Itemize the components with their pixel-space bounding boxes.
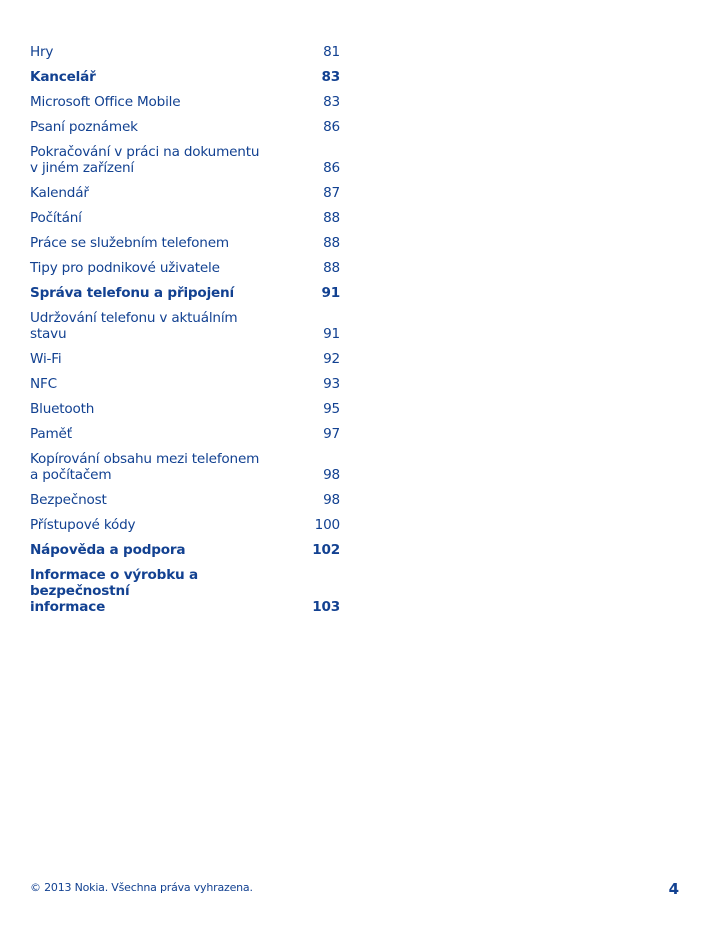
toc-entry-page: 86 [323, 159, 340, 176]
toc-entry[interactable] [30, 233, 340, 258]
toc-entry-title: Wi-Fi [30, 350, 62, 367]
toc-entry-page: 103 [312, 598, 340, 615]
toc-entry-page: 92 [323, 350, 340, 367]
toc-entry-title: Správa telefonu a připojení [30, 284, 234, 301]
toc-entry-title: NFC [30, 375, 57, 392]
toc-entry-page: 87 [323, 184, 340, 201]
toc-entry[interactable] [30, 515, 340, 540]
toc-entry[interactable] [30, 490, 340, 515]
toc-section-heading[interactable] [30, 540, 340, 565]
toc-entry-title: Microsoft Office Mobile [30, 93, 181, 110]
toc-entry-title: Bezpečnost [30, 491, 107, 508]
toc-entry-title: Informace o výrobku a bezpečnostní informace [30, 566, 199, 615]
toc-entry[interactable] [30, 208, 340, 233]
toc-entry-page: 88 [323, 259, 340, 276]
toc-section-heading[interactable] [30, 67, 340, 92]
toc-entry-title: Paměť [30, 425, 72, 442]
toc-entry-page: 91 [321, 284, 340, 301]
toc-entry[interactable] [30, 399, 340, 424]
toc-entry[interactable] [30, 142, 340, 183]
toc-entry-page: 86 [323, 118, 340, 135]
toc-entry-title: Nápověda a podpora [30, 541, 186, 558]
toc-entry-title: Počítání [30, 209, 82, 226]
toc-section-heading[interactable] [30, 565, 340, 622]
toc-entry-page: 83 [321, 68, 340, 85]
toc-entry-title: Psaní poznámek [30, 118, 138, 135]
table-of-contents [30, 42, 340, 622]
toc-entry-page: 88 [323, 234, 340, 251]
toc-entry[interactable] [30, 308, 340, 349]
toc-entry[interactable] [30, 92, 340, 117]
toc-entry-title: Kopírování obsahu mezi telefonem a počítačem [30, 450, 260, 483]
toc-entry-page: 98 [323, 491, 340, 508]
toc-entry-page: 102 [312, 541, 340, 558]
copyright-notice: © 2013 Nokia. Všechna práva vyhrazena. [30, 881, 253, 894]
toc-entry[interactable] [30, 183, 340, 208]
toc-entry-page: 100 [314, 516, 340, 533]
toc-entry-page: 95 [323, 400, 340, 417]
toc-entry[interactable] [30, 424, 340, 449]
toc-entry-title: Přístupové kódy [30, 516, 136, 533]
toc-entry-title: Hry [30, 43, 54, 60]
toc-entry[interactable] [30, 42, 340, 67]
toc-entry-page: 88 [323, 209, 340, 226]
toc-entry-page: 83 [323, 93, 340, 110]
page-number: 4 [668, 880, 679, 898]
toc-entry-title: Kancelář [30, 68, 96, 85]
toc-entry-page: 91 [323, 325, 340, 342]
toc-entry[interactable] [30, 449, 340, 490]
toc-entry[interactable] [30, 374, 340, 399]
toc-section-heading[interactable] [30, 283, 340, 308]
toc-entry-title: Práce se služebním telefonem [30, 234, 229, 251]
toc-entry-title: Pokračování v práci na dokumentu v jiném zařízení [30, 143, 260, 176]
toc-entry-title: Kalendář [30, 184, 89, 201]
toc-entry-title: Bluetooth [30, 400, 95, 417]
toc-entry-page: 98 [323, 466, 340, 483]
toc-entry[interactable] [30, 258, 340, 283]
toc-entry-title: Tipy pro podnikové uživatele [30, 259, 220, 276]
toc-entry[interactable] [30, 117, 340, 142]
toc-entry-title: Udržování telefonu v aktuálním stavu [30, 309, 238, 342]
toc-entry-page: 81 [323, 43, 340, 60]
toc-entry-page: 97 [323, 425, 340, 442]
toc-entry-page: 93 [323, 375, 340, 392]
toc-entry[interactable] [30, 349, 340, 374]
